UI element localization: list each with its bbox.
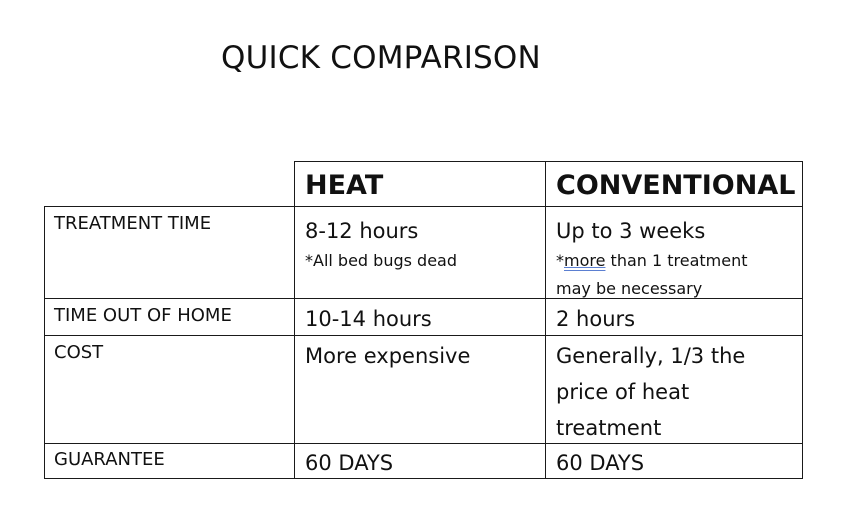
time-out-of-home-conventional: 2 hours bbox=[556, 307, 636, 331]
guarantee-label: GUARANTEE bbox=[54, 449, 165, 470]
guarantee-conventional-cell bbox=[545, 443, 803, 479]
cost-conventional-cell bbox=[545, 335, 803, 444]
time-out-of-home-label: TIME OUT OF HOME bbox=[54, 305, 232, 326]
time-out-of-home-conventional-cell bbox=[545, 298, 803, 336]
header-heat: HEAT bbox=[305, 170, 384, 201]
treatment-time-heat-cell bbox=[294, 206, 546, 299]
cost-conventional bbox=[556, 338, 745, 444]
treatment-time-conventional: Up to 3 weeks bbox=[556, 219, 706, 243]
treatment-time-heat-note: *All bed bugs dead bbox=[305, 251, 457, 270]
treatment-time-conventional-note bbox=[556, 247, 748, 299]
row-label-treatment-time bbox=[44, 206, 295, 299]
guarantee-heat-cell bbox=[294, 443, 546, 479]
page-title: QUICK COMPARISON bbox=[221, 40, 541, 76]
note-line-2: may be necessary bbox=[556, 279, 703, 298]
treatment-time-label: TREATMENT TIME bbox=[54, 213, 212, 234]
cost-conventional-line-2: price of heat bbox=[556, 380, 690, 404]
note-underlined-word: more bbox=[564, 251, 606, 270]
note-rest: than 1 treatment bbox=[605, 251, 748, 270]
time-out-of-home-heat: 10-14 hours bbox=[305, 307, 432, 331]
row-label-time-out-of-home bbox=[44, 298, 295, 336]
cost-heat: More expensive bbox=[305, 344, 471, 368]
cost-heat-cell bbox=[294, 335, 546, 444]
header-heat-cell bbox=[294, 161, 546, 207]
row-label-cost bbox=[44, 335, 295, 444]
treatment-time-heat: 8-12 hours bbox=[305, 219, 419, 243]
guarantee-heat: 60 DAYS bbox=[305, 451, 394, 475]
guarantee-conventional: 60 DAYS bbox=[556, 451, 645, 475]
cost-conventional-line-3: treatment bbox=[556, 416, 662, 440]
header-conventional: CONVENTIONAL bbox=[556, 170, 796, 201]
cost-label: COST bbox=[54, 342, 104, 363]
cost-conventional-line-1: Generally, 1/3 the bbox=[556, 344, 746, 368]
note-prefix: * bbox=[556, 251, 564, 270]
time-out-of-home-heat-cell bbox=[294, 298, 546, 336]
treatment-time-conventional-cell bbox=[545, 206, 803, 299]
header-conventional-cell bbox=[545, 161, 803, 207]
row-label-guarantee bbox=[44, 443, 295, 479]
